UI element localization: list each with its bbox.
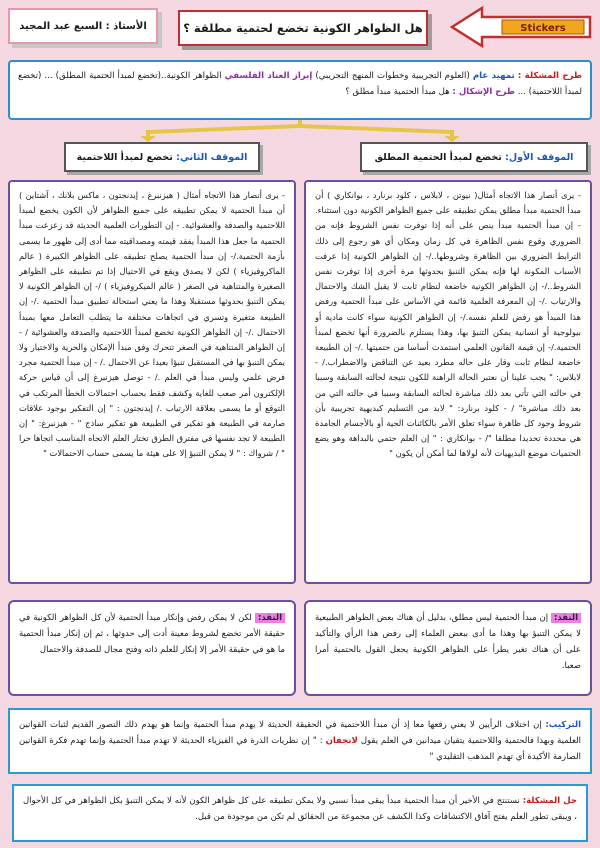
philosophical-stubbornness-label: إبراز العناد الفلسفي xyxy=(224,71,313,81)
second-stance-arguments xyxy=(8,180,296,584)
intro-text: (العلوم التجريبية وخطوات المنهج التجريبي) xyxy=(315,71,470,81)
solution-label: حل المشكلة: xyxy=(522,796,577,806)
first-stance-text: - يرى أنصار هذا الاتجاه أمثال( نيوتن ، لابلاس ، كلود برنارد ، بوانكاري ) أن مبدأ الحتمية مبدأ مطلق يمكن تطبيقه على جميع الظواهر الكونية دون استثناء. - إن مبدأ الحتمية مبدأ ينص على أنه إذا توفرت نفس الشروط فإنه من الضروري وقوع نفس الظاهرة في كل زمان ومكان أي هو رجوع إلى ذلك الترابط الضروري بين الظاهرة وشروطها../- إن الظواهر الكونية إذا عرفت الأسباب المكونة لها فإنه يمكن التنبؤ بحدوثها مرة أخرى إذا توفرت نفس الشروط../- إن الظواهر الكونية خاضعة لنظام ثابت لا يقبل الشك والاحتمال والارتياب ./- إن المعرفة العلمية قائمة في الأساس على مبدأ الحتمية ورفض هذا المبدأ هو رفض للعلم نفسه./- إن الظواهر الكونية سواء كانت مادية أو بيولوجية أو انسانية يمكن التنبؤ بها، وهذا يستلزم بالضرورة أنها تخضع لمبدأ الحتمية./- إن قيمة القانون العلمي استمدت أساسا من حتميتها ./- إن الطبيعة خاضعة لنظام ثابت وقار على حاله مطرد بعيد عن التناقض والاضطراب./ - لابلاس: " يجب علينا أن نعتبر الحالة الراهنة للكون نتيجة لحالته السابقة وسببا في حالته التي تأتي بعد ذلك مباشرة لحالته السابقة وسببا في حالته التي من بعد ذلك مباشرة" / - كلود برنارد: " لابد من التسليم كبديهية تجريبية بأن شروط وجود كل ظاهرة سواء تعلق الأمر بالكائنات الحية أو بالأجسام الجامدة هي محددة تحديدا مطلقا "/ - بوانكاري : " إن العلم حتمي بالبداهة وهو يضع الحتميات موضع البديهيات لأنه لولاها لما أمكن أن يكون " xyxy=(315,190,581,459)
second-stance-text: - يرى أنصار هذا الاتجاه أمثال ( هيزنبرغ ، إيدنجتون ، ماكس بلانك ، آشتاين ) أن مبدأ الحتمية لا يمكن تطبيقه على جميع الظواهر لأن الكون يخضع لمبدأ اللاحتمية والصدفة والعشوائية. - إن التطورات العلمية الحديثة قد زعزعت مبدأ الحتمية ما جعل هذا المبدأ يفقد قيمته ومصداقيته مما أدى إلى ظهور ما يسمى بأزمة الحتمية./- إن مبدأ الحتمية يصلح تطبيقه على الظواهر الكبيرة ( عالم الماكروفيزياء ) لكن لا يصدق ويقع في الاحتيال إذا تم تطبيقه على الظواهر الصغيرة والمتناهية في الصغر ( عالم الميكروفيزياء ) /- إن الظواهر الكونية لا يمكن التنبؤ بحدوثها مستقبلا وهذا ما يعني استحالة تطبيق مبدأ الحتمية ./- إن الطبيعة متغيرة وتسري في اتجاهات مختلفة ما يتطلب التعامل معها بمبدأ الاحتمال ./- إن الظواهر الكونية تخضع لمبدأ اللاحتمية والصدفة والعشوائية / - إن الظواهر المتناهية في الصغر تتحرك وفق مبدأ الإمكان والحرية والاختيار ولا يمكن التنبؤ بها في المستقبل تنبؤا بعيدا عن الاحتمال ./ - إن مبدأ الحتمية مجرد فرض علمي وليس مبدأ في العلم ./ - توصل هيزنبرغ إلى أن قياس حركة الإلكترون أمر صعب للغاية وكشف فقط بحساب احتمالات الخطأ المرتكب في التوقع أو ما يسمى بعلاقة الارتياب ./ إيدنجتون : " إن التفكير بوجود علاقات صارمة في الطبيعة هو تفكير في الطبيعة هو تفكير ساذج " - هيزنبرغ: " إن الطبيعة لا تجد نفسها في مفترق الطرق تختار العلم الاتجاه المناسب اتجاها حرا " / شرواك : " لا يمكن التنبؤ إلا على هيئة ما يسمى حساب الاحتمالات " xyxy=(18,190,285,459)
problem-statement xyxy=(8,60,592,120)
synthesis-text-1: إن اختلاف الرأيين لا يعني رفعها معا إذ أن مبدأ اللاحتمية في الحقيقة الحديثة لا يهدم مبدأ الحتمية وإنما هو يهدم ذلك التصور القديم لثبات القوانين العلمية وبهذا فالحتمية واللاحتمية يتقيان ميدانين في العلم يقول xyxy=(19,720,582,746)
critique-first-label: النقد: xyxy=(551,613,581,623)
synthesis-text-2: : " إن نظريات الذرة في الفيزياء الحديثة لا تهدم مبدأ الحتمية وإنما تهدم فكرة القوانين الصارمة الأكيدة أي تهدم المذهب التقليدي " xyxy=(19,736,581,762)
stance-second xyxy=(64,142,260,172)
critique-second-text: لكن لا يمكن رفض وإنكار مبدأ الحتمية لأن كل الظواهر الكونية في حقيقة الأمر تخضع لشروط معينة أدت إلى حدوثها ، ثم إن إنكار مبدأ الحتمية ما هو في حقيقة الأمر إلا إنكار للعلم ذاته وفتح مجال للصدفة والاحتمال xyxy=(19,613,285,655)
question-label: طرح الإشكال : xyxy=(452,87,515,97)
stance-first xyxy=(360,142,588,172)
sticker-arrow-icon xyxy=(450,6,592,48)
critique-second-label: النقد: xyxy=(255,613,285,623)
critique-first-text: إن مبدأ الحتمية ليس مطلق، بدليل أن هناك بعض الظواهر الطبيعية لا يمكن التنبؤ بها وهذا ما أدى ببعض العلماء إلى رفض هذا الرأي والتأكيد على أن هناك تغير يطرأ على الظواهر الكونية يجعل القول بالحتمية أمرا صعبا. xyxy=(315,613,581,671)
question-text: هل مبدأ الحتمية مبدأ مطلق ؟ xyxy=(345,87,450,97)
stance-second-label: الموقف الثاني: xyxy=(176,151,248,163)
stubbornness-text: الظواهر الكونية..(تخضع لمبدأ الحتمية المطلق) ... (تخضع لمبدأ اللاحتمية) ... xyxy=(18,71,582,97)
intro-label: تمهيد عام xyxy=(472,71,515,81)
synthesis-label: التركيب: xyxy=(545,720,582,730)
first-stance-critique xyxy=(304,600,592,696)
solution-text: نستنتج في الأخير أن مبدأ الحتمية مبدأ يبقى مبدأ نسبي ولا يمكن تطبيقه على كل ظواهر الكون لأنه لا يمكن التنبؤ بكل الظواهر في كل الأحوال ، ويبقى تطور العلم يفتح آفاق الاكتشافات وكذا الكشف عن مجموعة من الحقائق لم تكن من موجودة من قبل. xyxy=(23,796,577,822)
problem-solution xyxy=(12,784,588,842)
branch-arrows-icon xyxy=(0,118,600,142)
sticker-text: Stickers xyxy=(520,23,566,34)
page-title xyxy=(178,10,428,46)
stance-second-text: تخضع لمبدأ اللاحتمية xyxy=(76,151,173,163)
first-stance-arguments xyxy=(304,180,592,584)
second-stance-critique xyxy=(8,600,296,696)
page-title-text: هل الظواهر الكونية تخضع لحتمية مطلقة ؟ xyxy=(183,21,423,35)
stance-first-label: الموقف الأول: xyxy=(505,151,574,163)
synthesis-quoted-name: لانجفان xyxy=(325,736,358,746)
teacher-name-text: الأستاذ : السبع عبد المجيد xyxy=(19,20,147,32)
synthesis xyxy=(8,708,592,774)
problem-label: طرح المشكلة : xyxy=(517,71,582,81)
teacher-name xyxy=(8,8,158,44)
stance-first-text: تخضع لمبدأ الحتمية المطلق xyxy=(374,151,502,163)
